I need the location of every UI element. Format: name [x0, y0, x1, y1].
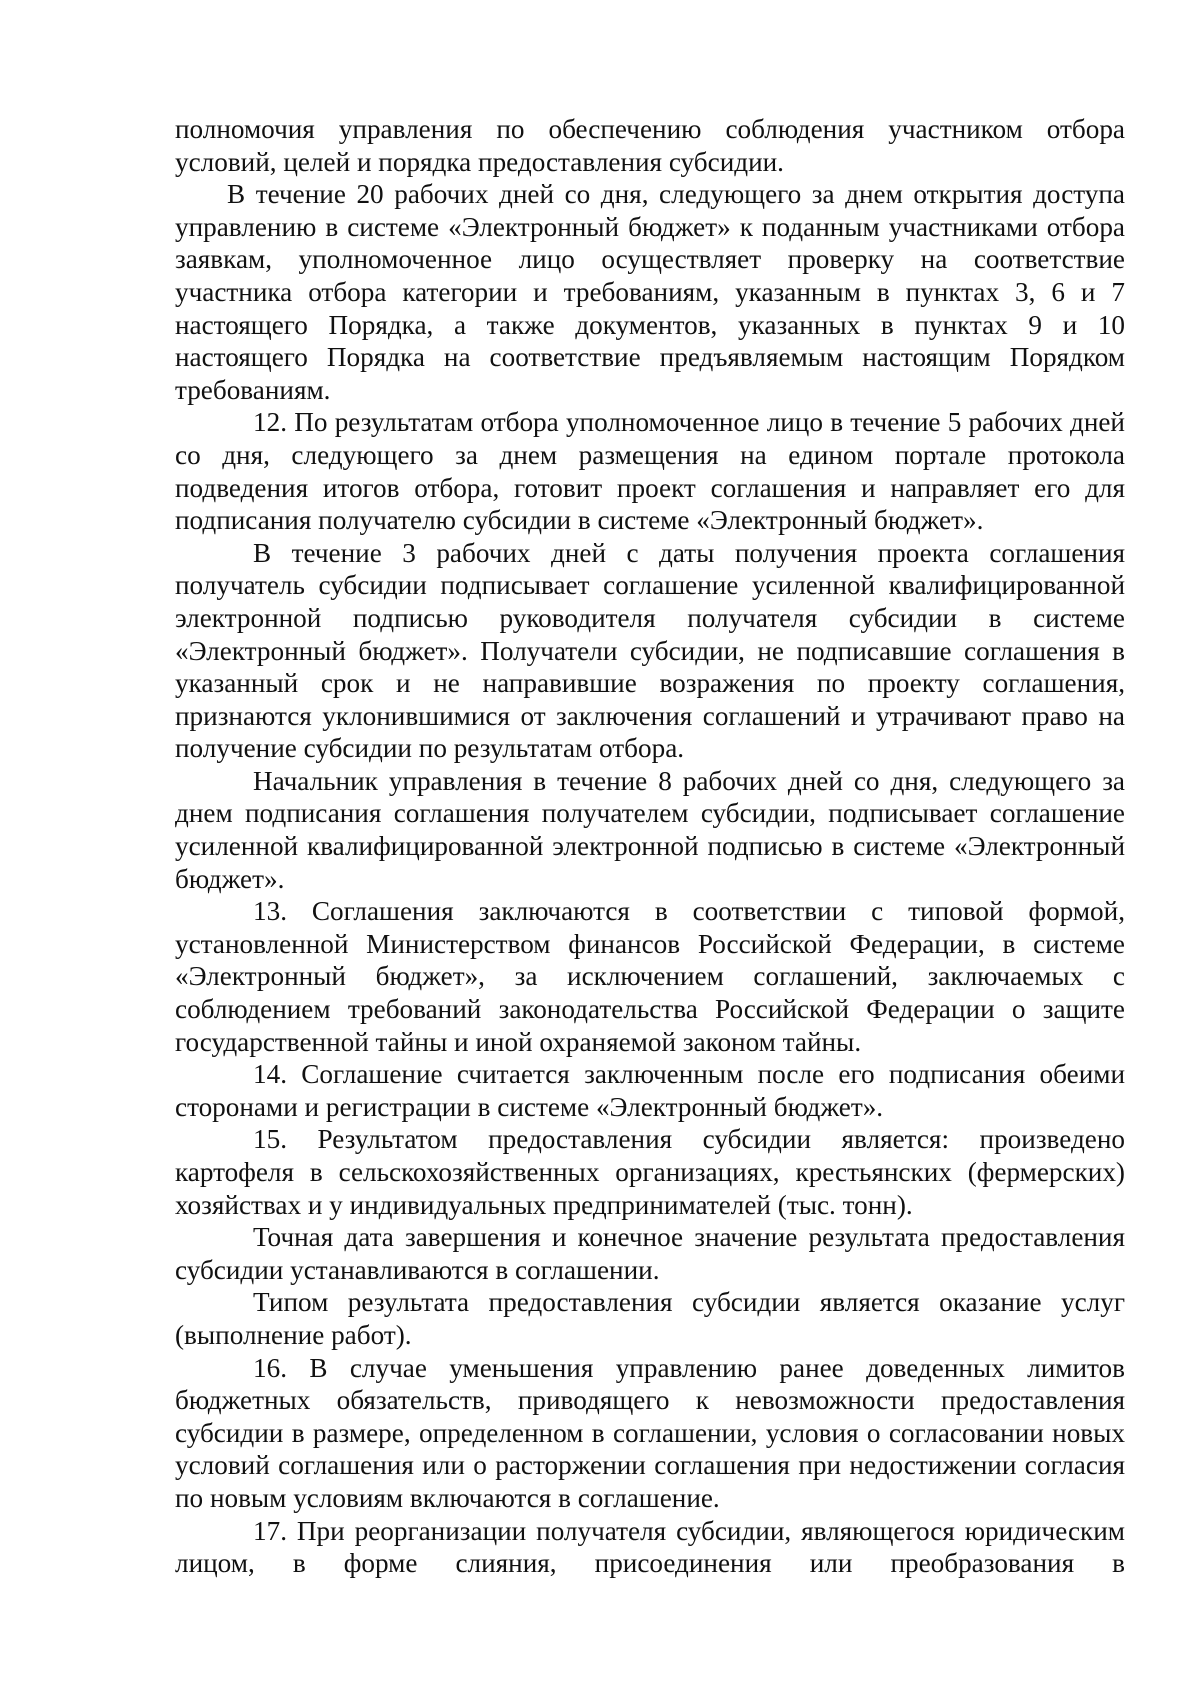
- paragraph-13: 13. Соглашения заключаются в соответствии с типовой формой, установленной Министерством финансов Российской Федерации, в системе «Электронный бюджет», за исключением соглашений, заключаемых с соблюдением требований законодательства Российской Федерации о защите государственной тайны и иной охраняемой законом тайны.: [175, 896, 1125, 1057]
- paragraph-head-signing: Начальник управления в течение 8 рабочих дней со дня, следующего за днем подписания соглашения получателем субсидии, подписывает соглашение усиленной квалифицированной электронной подписью в системе «Электронный бюджет».: [175, 765, 1125, 894]
- document-body: [175, 113, 1125, 1580]
- paragraph-result-date: Точная дата завершения и конечное значение результата предоставления субсидии устанавливаются в соглашении.: [175, 1222, 1125, 1285]
- paragraph-continuation: полномочия управления по обеспечению соблюдения участником отбора условий, целей и порядка предоставления субсидии.: [175, 114, 1125, 177]
- paragraph-15: 15. Результатом предоставления субсидии является: произведено картофеля в сельскохозяйственных организациях, крестьянских (фермерских) хозяйствах и у индивидуальных предпринимателей (тыс. тонн).: [175, 1124, 1125, 1220]
- paragraph-result-type: Типом результата предоставления субсидии является оказание услуг (выполнение работ).: [175, 1287, 1125, 1350]
- paragraph-17: 17. При реорганизации получателя субсидии, являющегося юридическим лицом, в форме слияния, присоединения или преобразования в: [175, 1515, 1125, 1579]
- paragraph-review-period: В течение 20 рабочих дней со дня, следующего за днем открытия доступа управлению в системе «Электронный бюджет» к поданным участниками отбора заявкам, уполномоченное лицо осуществляет проверку на соответствие участника отбора категории и требованиям, указанным в пунктах 3, 6 и 7 настоящего Порядка, а также документов, указанных в пунктах 9 и 10 настоящего Порядка на соответствие предъявляемым настоящим Порядком требованиям.: [175, 179, 1125, 405]
- paragraph-16: 16. В случае уменьшения управлению ранее доведенных лимитов бюджетных обязательств, приводящего к невозможности предоставления субсидии в размере, определенном в соглашении, условия о согласовании новых условий соглашения или о расторжении соглашения при недостижении согласия по новым условиям включаются в соглашение.: [175, 1352, 1125, 1513]
- paragraph-12: 12. По результатам отбора уполномоченное лицо в течение 5 рабочих дней со дня, следующего за днем размещения на едином портале протокола подведения итогов отбора, готовит проект соглашения и направляет его для подписания получателю субсидии в системе «Электронный бюджет».: [175, 407, 1125, 536]
- paragraph-14: 14. Соглашение считается заключенным после его подписания обеими сторонами и регистрации в системе «Электронный бюджет».: [175, 1059, 1125, 1122]
- paragraph-signing-period: В течение 3 рабочих дней с даты получения проекта соглашения получатель субсидии подписывает соглашение усиленной квалифицированной электронной подписью руководителя получателя субсидии в системе «Электронный бюджет». Получатели субсидии, не подписавшие соглашения в указанный срок и не направившие возражения по проекту соглашения, признаются уклонившимися от заключения соглашений и утрачивают право на получение субсидии по результатам отбора.: [175, 537, 1125, 764]
